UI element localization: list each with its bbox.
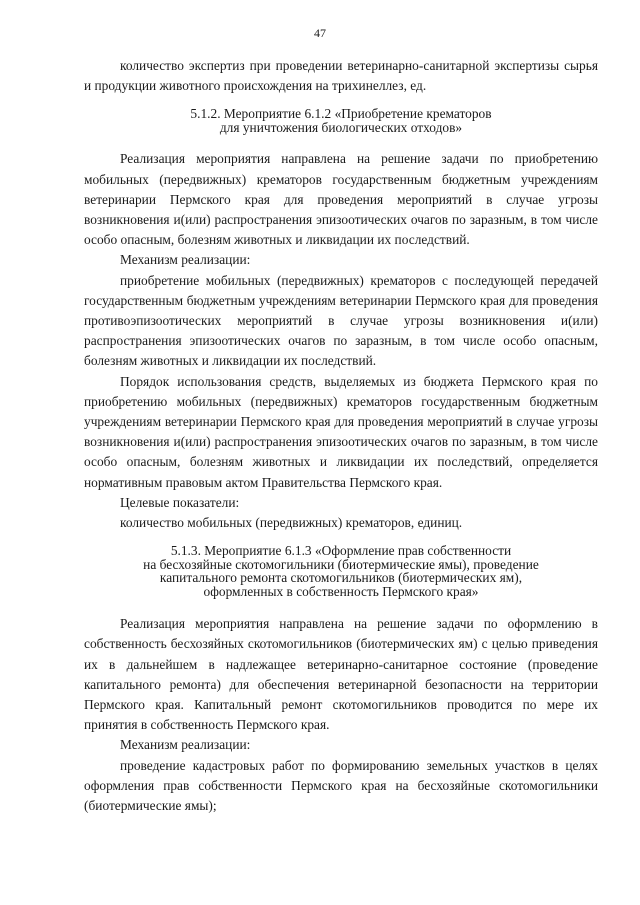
paragraph-mechanism-label: Механизм реализации: [120,737,251,753]
document-body [84,56,598,816]
paragraph-target-indicators-label: Целевые показатели: [120,494,240,510]
section-heading-line: для уничтожения биологических отходов» [219,119,463,135]
section-heading-5-1-2 [84,107,598,134]
paragraph-goal-burial-grounds: Реализация мероприятия направлена на решение задачи по оформлению в собственность бесхозяйных скотомогильников (биотермических ям) с целью приведения их в дальнейшем в надлежащее ветеринарно-санитарное состояние (проведение капитального ремонта) для обеспечения ветеринарной безопасности на территории Пермского края. Капитальный ремонт скотомогильников проводится по мере их принятия в собственность Пермского края. [84,616,598,733]
section-heading-line: капитального ремонта скотомогильников (биотермических ям), [159,570,523,586]
paragraph-mechanism-cadastral: проведение кадастровых работ по формированию земельных участков в целях оформления прав собственности Пермского края на бесхозяйные скотомогильники (биотермические ямы); [84,757,598,814]
section-heading-5-1-3 [84,544,598,598]
section-heading-line: 5.1.2. Мероприятие 6.1.2 «Приобретение крематоров [190,106,492,122]
paragraph-indicator-trichinosis: количество экспертиз при проведении ветеринарно-санитарной экспертизы сырья и продукции животного происхождения на трихинеллез, ед. [84,58,598,94]
paragraph-mechanism-crematoria: приобретение мобильных (передвижных) крематоров с последующей передачей государственным бюджетным учреждениям ветеринарии Пермского края для проведения противоэпизоотических мероприятий в случае угрозы возникновения и(или) распространения эпизоотических очагов по заразным, в том числе особо опасным, болезням животных и ликвидации их последствий. [84,272,598,369]
paragraph-indicator-crematoria-count: количество мобильных (передвижных) крематоров, единиц. [120,515,463,531]
paragraph-goal-crematoria: Реализация мероприятия направлена на решение задачи по приобретению мобильных (передвижных) крематоров государственным бюджетным учреждениям ветеринарии Пермского края для проведения мероприятий в случае угрозы возникновения и(или) распространения эпизоотических очагов по заразным, в том числе особо опасным, болезням животных и ликвидации их последствий. [84,151,598,248]
paragraph-funding-procedure: Порядок использования средств, выделяемых из бюджета Пермского края по приобретению мобильных (передвижных) крематоров государственным бюджетным учреждениям ветеринарии Пермского края для проведения мероприятий в случае угрозы возникновения и(или) распространения эпизоотических очагов по заразным, в том числе особо опасным, болезням животных и ликвидации их последствий, определяется нормативным правовым актом Правительства Пермского края. [84,373,598,490]
section-heading-line: на бесхозяйные скотомогильники (биотермические ямы), проведение [143,556,539,572]
section-heading-line: оформленных в собственность Пермского края» [203,583,479,599]
paragraph-mechanism-label: Механизм реализации: [120,252,251,268]
section-heading-line: 5.1.3. Мероприятие 6.1.3 «Оформление прав собственности [170,543,512,559]
page-number: 47 [314,26,326,40]
